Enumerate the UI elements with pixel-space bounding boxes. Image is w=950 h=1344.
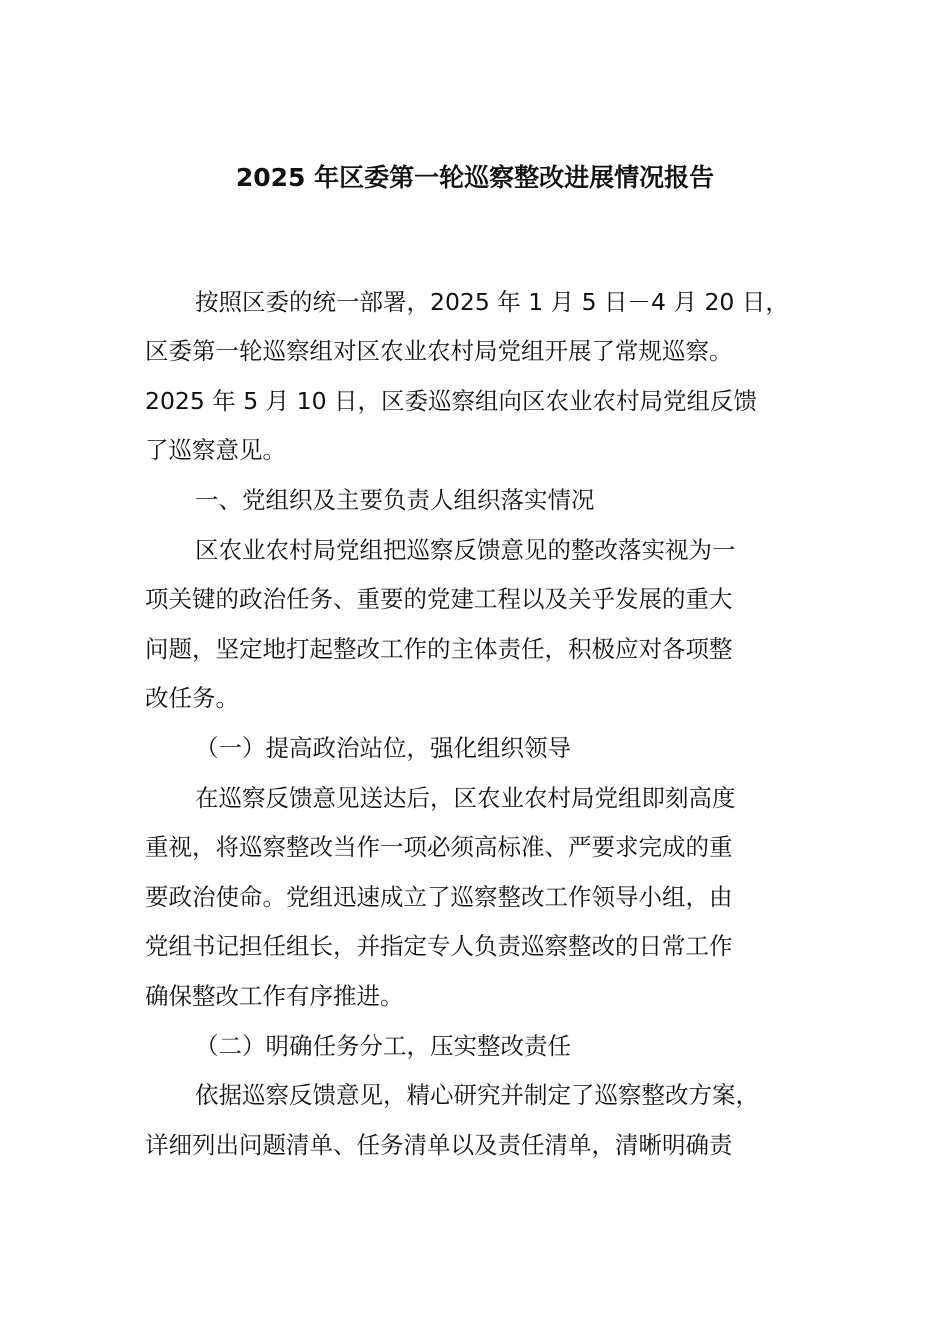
paragraph-line: 在巡察反馈意见送达后，区农业农村局党组即刻高度 — [195, 784, 736, 812]
document-title: 2025 年区委第一轮巡察整改进展情况报告 — [235, 163, 715, 192]
paragraph-line: 了巡察意见。 — [145, 436, 286, 464]
subsection-heading: （一）提高政治站位，强化组织领导 — [195, 734, 571, 762]
paragraph-line: 2025 年 5 月 10 日，区委巡察组向区农业农村局党组反馈 — [145, 387, 758, 415]
paragraph-line: 详细列出问题清单、任务清单以及责任清单，清晰明确责 — [145, 1131, 733, 1159]
paragraph-line: 项关键的政治任务、重要的党建工程以及关乎发展的重大 — [145, 585, 733, 613]
subsection-heading: （二）明确任务分工，压实整改责任 — [195, 1032, 571, 1060]
paragraph-line: 改任务。 — [145, 684, 239, 712]
paragraph-line: 确保整改工作有序推进。 — [145, 982, 404, 1010]
paragraph-line: 重视，将巡察整改当作一项必须高标准、严要求完成的重 — [145, 833, 733, 861]
paragraph-line: 问题，坚定地打起整改工作的主体责任，积极应对各项整 — [145, 635, 733, 663]
paragraph-line: 依据巡察反馈意见，精心研究并制定了巡察整改方案， — [195, 1081, 759, 1109]
section-heading: 一、党组织及主要负责人组织落实情况 — [195, 486, 595, 514]
paragraph-line: 要政治使命。党组迅速成立了巡察整改工作领导小组，由 — [145, 883, 733, 911]
paragraph-line: 按照区委的统一部署，2025 年 1 月 5 日－4 月 20 日， — [195, 288, 789, 316]
paragraph-line: 区农业农村局党组把巡察反馈意见的整改落实视为一 — [195, 536, 736, 564]
paragraph-line: 区委第一轮巡察组对区农业农村局党组开展了常规巡察。 — [145, 337, 733, 365]
paragraph-line: 党组书记担任组长，并指定专人负责巡察整改的日常工作 — [145, 932, 733, 960]
